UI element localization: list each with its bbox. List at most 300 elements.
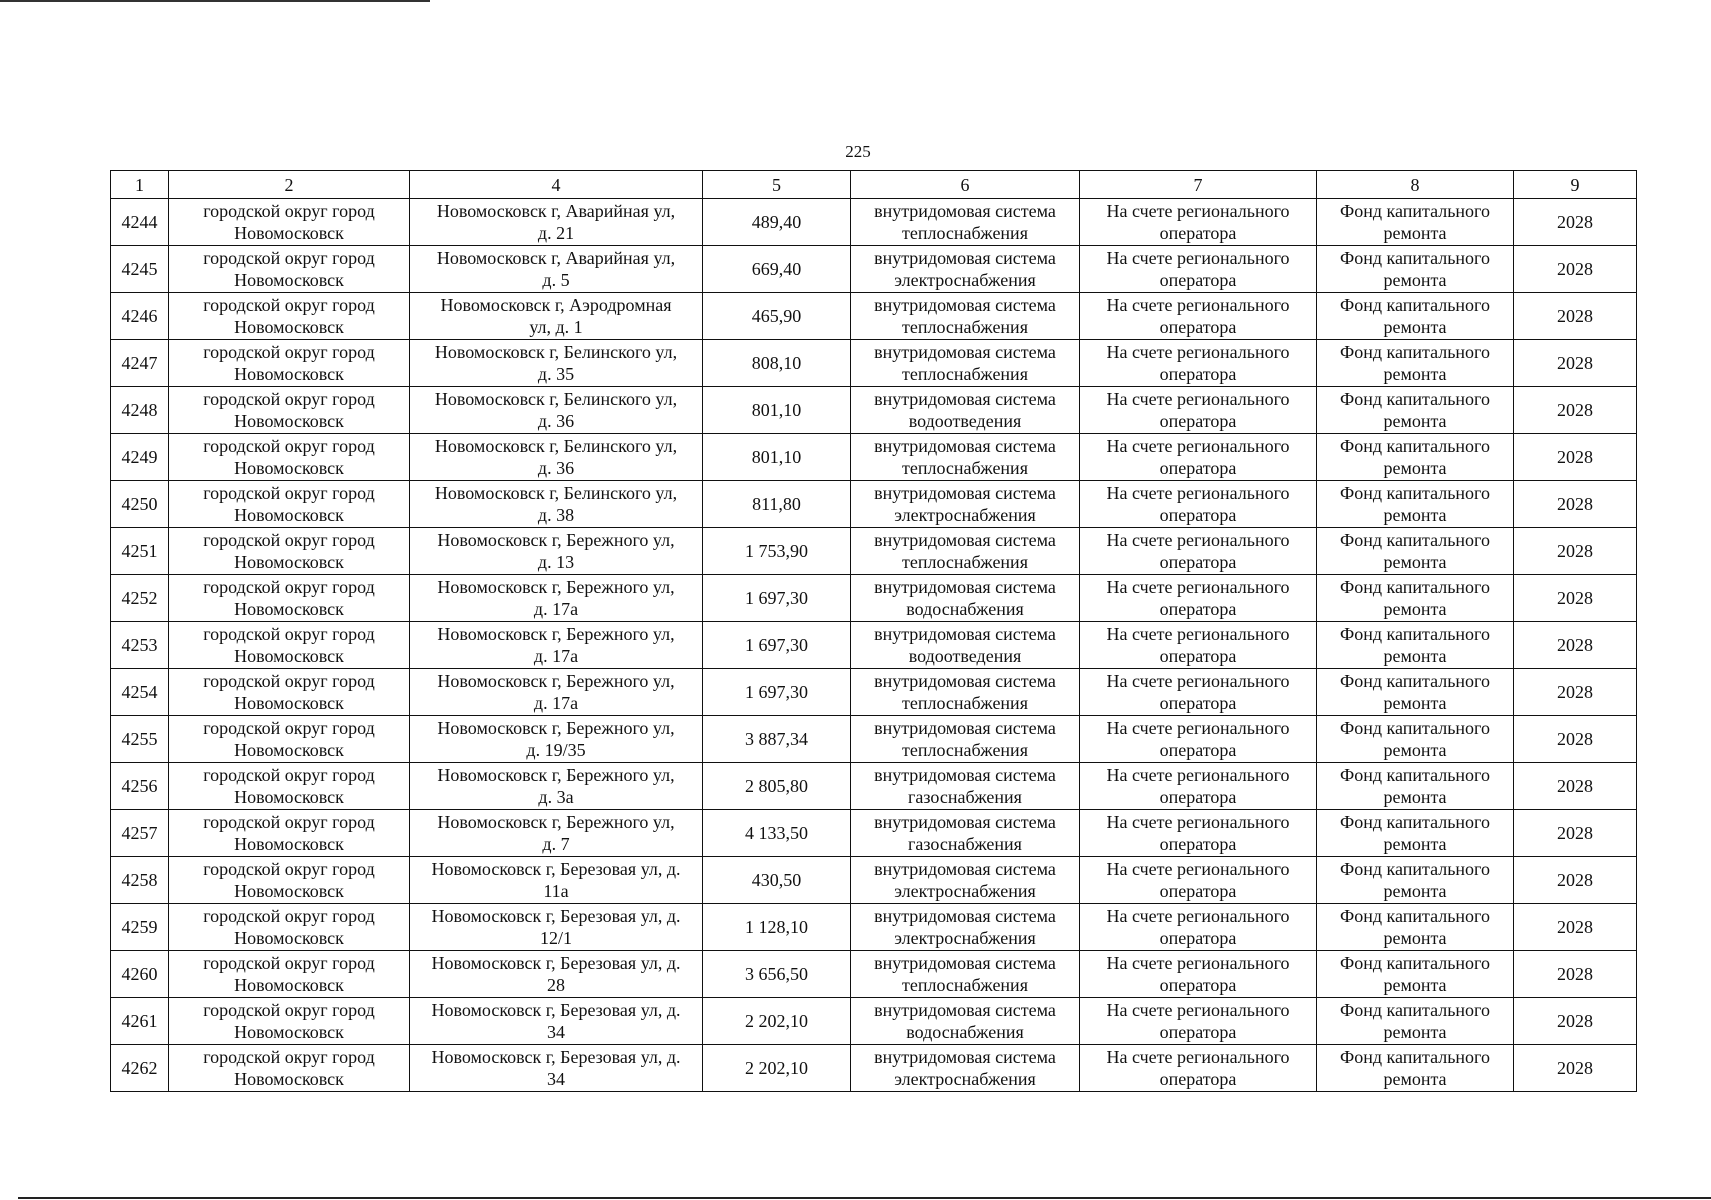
system-cell-line: теплоснабжения bbox=[902, 317, 1028, 337]
funding-source-cell bbox=[1317, 763, 1514, 810]
municipality-cell bbox=[169, 293, 410, 340]
system-cell-line: теплоснабжения bbox=[902, 693, 1028, 713]
account-cell bbox=[1080, 857, 1317, 904]
address-cell bbox=[410, 1045, 703, 1092]
account-cell-line: оператора bbox=[1159, 317, 1237, 337]
funding-source-cell bbox=[1317, 1045, 1514, 1092]
address-cell bbox=[410, 951, 703, 998]
system-cell-line: внутридомовая система bbox=[874, 624, 1056, 644]
account-cell-line: На счете регионального bbox=[1106, 201, 1290, 221]
year-cell: 2028 bbox=[1514, 575, 1637, 622]
account-cell-line: оператора bbox=[1159, 975, 1237, 995]
municipality-cell-line: городской округ город bbox=[203, 671, 375, 691]
address-cell-line: Новомосковск г, Белинского ул, bbox=[434, 483, 678, 503]
account-cell-line: оператора bbox=[1159, 881, 1237, 901]
account-cell-line: оператора bbox=[1159, 411, 1237, 431]
funding-source-cell-line: Фонд капитального bbox=[1340, 812, 1490, 832]
system-cell bbox=[851, 763, 1080, 810]
table-row bbox=[111, 669, 1637, 716]
cost-cell: 1 697,30 bbox=[703, 575, 851, 622]
cost-cell: 1 697,30 bbox=[703, 622, 851, 669]
account-cell-line: оператора bbox=[1159, 599, 1237, 619]
address-cell-line: Новомосковск г, Белинского ул, bbox=[434, 342, 678, 362]
system-cell-line: теплоснабжения bbox=[902, 975, 1028, 995]
system-cell-line: внутридомовая система bbox=[874, 953, 1056, 973]
account-cell bbox=[1080, 1045, 1317, 1092]
cost-cell: 2 202,10 bbox=[703, 998, 851, 1045]
address-cell-line: Новомосковск г, Бережного ул, bbox=[437, 530, 675, 550]
address-cell-line: Новомосковск г, Бережного ул, bbox=[437, 671, 675, 691]
funding-source-cell bbox=[1317, 199, 1514, 246]
address-cell-line: д. 17а bbox=[533, 599, 579, 619]
row-number-cell: 4250 bbox=[111, 481, 169, 528]
system-cell bbox=[851, 622, 1080, 669]
municipality-cell bbox=[169, 904, 410, 951]
municipality-cell-line: городской округ город bbox=[203, 295, 375, 315]
account-cell-line: оператора bbox=[1159, 740, 1237, 760]
repair-program-table bbox=[110, 170, 1637, 1092]
system-cell-line: внутридомовая система bbox=[874, 389, 1056, 409]
funding-source-cell bbox=[1317, 528, 1514, 575]
address-cell-line: Новомосковск г, Березовая ул, д. bbox=[431, 859, 681, 879]
address-cell-line: д. 35 bbox=[537, 364, 575, 384]
account-cell-line: На счете регионального bbox=[1106, 1000, 1290, 1020]
municipality-cell bbox=[169, 575, 410, 622]
year-cell: 2028 bbox=[1514, 763, 1637, 810]
table-row bbox=[111, 1045, 1637, 1092]
year-cell: 2028 bbox=[1514, 904, 1637, 951]
account-cell bbox=[1080, 622, 1317, 669]
municipality-cell bbox=[169, 669, 410, 716]
cost-cell: 801,10 bbox=[703, 434, 851, 481]
municipality-cell-line: Новомосковск bbox=[234, 223, 344, 243]
row-number-cell: 4256 bbox=[111, 763, 169, 810]
funding-source-cell-line: ремонта bbox=[1383, 1069, 1447, 1089]
municipality-cell-line: Новомосковск bbox=[234, 270, 344, 290]
municipality-cell-line: Новомосковск bbox=[234, 881, 344, 901]
funding-source-cell-line: Фонд капитального bbox=[1340, 624, 1490, 644]
system-cell-line: теплоснабжения bbox=[902, 458, 1028, 478]
funding-source-cell bbox=[1317, 951, 1514, 998]
year-cell: 2028 bbox=[1514, 951, 1637, 998]
column-header: 6 bbox=[851, 171, 1080, 199]
funding-source-cell bbox=[1317, 810, 1514, 857]
year-cell: 2028 bbox=[1514, 293, 1637, 340]
funding-source-cell-line: ремонта bbox=[1383, 881, 1447, 901]
address-cell bbox=[410, 998, 703, 1045]
address-cell bbox=[410, 387, 703, 434]
account-cell bbox=[1080, 340, 1317, 387]
account-cell bbox=[1080, 810, 1317, 857]
table-row bbox=[111, 575, 1637, 622]
address-cell bbox=[410, 293, 703, 340]
municipality-cell-line: городской округ город bbox=[203, 201, 375, 221]
column-header: 1 bbox=[111, 171, 169, 199]
row-number-cell: 4255 bbox=[111, 716, 169, 763]
address-cell-line: Новомосковск г, Березовая ул, д. bbox=[431, 906, 681, 926]
funding-source-cell-line: Фонд капитального bbox=[1340, 1000, 1490, 1020]
table-row bbox=[111, 716, 1637, 763]
funding-source-cell bbox=[1317, 246, 1514, 293]
system-cell bbox=[851, 199, 1080, 246]
account-cell-line: На счете регионального bbox=[1106, 530, 1290, 550]
account-cell-line: На счете регионального bbox=[1106, 812, 1290, 832]
address-cell-line: Новомосковск г, Бережного ул, bbox=[437, 765, 675, 785]
address-cell bbox=[410, 199, 703, 246]
address-cell-line: 34 bbox=[547, 1069, 565, 1089]
municipality-cell bbox=[169, 246, 410, 293]
account-cell bbox=[1080, 904, 1317, 951]
address-cell-line: Новомосковск г, Березовая ул, д. bbox=[431, 953, 681, 973]
address-cell-line: д. 17а bbox=[533, 693, 579, 713]
table-row bbox=[111, 246, 1637, 293]
system-cell-line: внутридомовая система bbox=[874, 1000, 1056, 1020]
funding-source-cell bbox=[1317, 857, 1514, 904]
row-number-cell: 4251 bbox=[111, 528, 169, 575]
address-cell bbox=[410, 481, 703, 528]
table-row bbox=[111, 387, 1637, 434]
system-cell bbox=[851, 998, 1080, 1045]
system-cell bbox=[851, 340, 1080, 387]
account-cell-line: оператора bbox=[1159, 552, 1237, 572]
account-cell-line: На счете регионального bbox=[1106, 765, 1290, 785]
account-cell-line: оператора bbox=[1159, 505, 1237, 525]
account-cell-line: оператора bbox=[1159, 1069, 1237, 1089]
funding-source-cell-line: Фонд капитального bbox=[1340, 953, 1490, 973]
address-cell bbox=[410, 810, 703, 857]
year-cell: 2028 bbox=[1514, 1045, 1637, 1092]
system-cell-line: газоснабжения bbox=[908, 787, 1022, 807]
municipality-cell bbox=[169, 528, 410, 575]
column-header: 9 bbox=[1514, 171, 1637, 199]
year-cell: 2028 bbox=[1514, 199, 1637, 246]
system-cell-line: внутридомовая система bbox=[874, 671, 1056, 691]
system-cell-line: газоснабжения bbox=[908, 834, 1022, 854]
funding-source-cell-line: Фонд капитального bbox=[1340, 248, 1490, 268]
cost-cell: 1 697,30 bbox=[703, 669, 851, 716]
table-row bbox=[111, 481, 1637, 528]
municipality-cell-line: Новомосковск bbox=[234, 646, 344, 666]
municipality-cell bbox=[169, 434, 410, 481]
system-cell-line: электроснабжения bbox=[894, 928, 1036, 948]
address-cell-line: 28 bbox=[547, 975, 565, 995]
funding-source-cell bbox=[1317, 575, 1514, 622]
system-cell-line: внутридомовая система bbox=[874, 436, 1056, 456]
municipality-cell bbox=[169, 998, 410, 1045]
municipality-cell bbox=[169, 810, 410, 857]
municipality-cell-line: Новомосковск bbox=[234, 599, 344, 619]
column-number-row bbox=[111, 171, 1637, 199]
funding-source-cell-line: ремонта bbox=[1383, 1022, 1447, 1042]
account-cell bbox=[1080, 998, 1317, 1045]
municipality-cell-line: Новомосковск bbox=[234, 364, 344, 384]
account-cell bbox=[1080, 763, 1317, 810]
table-row bbox=[111, 810, 1637, 857]
system-cell-line: внутридомовая система bbox=[874, 530, 1056, 550]
municipality-cell-line: Новомосковск bbox=[234, 787, 344, 807]
system-cell bbox=[851, 1045, 1080, 1092]
funding-source-cell-line: ремонта bbox=[1383, 411, 1447, 431]
row-number-cell: 4259 bbox=[111, 904, 169, 951]
system-cell-line: внутридомовая система bbox=[874, 765, 1056, 785]
account-cell-line: На счете регионального bbox=[1106, 1047, 1290, 1067]
table-row bbox=[111, 904, 1637, 951]
funding-source-cell bbox=[1317, 998, 1514, 1045]
system-cell bbox=[851, 810, 1080, 857]
funding-source-cell bbox=[1317, 434, 1514, 481]
municipality-cell-line: городской округ город bbox=[203, 906, 375, 926]
account-cell bbox=[1080, 716, 1317, 763]
account-cell bbox=[1080, 951, 1317, 998]
account-cell-line: На счете регионального bbox=[1106, 483, 1290, 503]
funding-source-cell-line: ремонта bbox=[1383, 787, 1447, 807]
address-cell-line: ул, д. 1 bbox=[529, 317, 583, 337]
cost-cell: 465,90 bbox=[703, 293, 851, 340]
municipality-cell-line: городской округ город bbox=[203, 389, 375, 409]
municipality-cell bbox=[169, 1045, 410, 1092]
funding-source-cell bbox=[1317, 716, 1514, 763]
address-cell bbox=[410, 669, 703, 716]
row-number-cell: 4246 bbox=[111, 293, 169, 340]
account-cell-line: На счете регионального bbox=[1106, 436, 1290, 456]
address-cell-line: Новомосковск г, Бережного ул, bbox=[437, 812, 675, 832]
funding-source-cell-line: Фонд капитального bbox=[1340, 765, 1490, 785]
funding-source-cell-line: ремонта bbox=[1383, 505, 1447, 525]
address-cell bbox=[410, 904, 703, 951]
cost-cell: 430,50 bbox=[703, 857, 851, 904]
row-number-cell: 4252 bbox=[111, 575, 169, 622]
table-body bbox=[111, 171, 1637, 1092]
address-cell-line: 12/1 bbox=[539, 928, 572, 948]
account-cell bbox=[1080, 387, 1317, 434]
account-cell bbox=[1080, 246, 1317, 293]
funding-source-cell bbox=[1317, 904, 1514, 951]
account-cell-line: На счете регионального bbox=[1106, 248, 1290, 268]
funding-source-cell-line: ремонта bbox=[1383, 458, 1447, 478]
municipality-cell-line: городской округ город bbox=[203, 342, 375, 362]
system-cell-line: внутридомовая система bbox=[874, 812, 1056, 832]
municipality-cell-line: Новомосковск bbox=[234, 1069, 344, 1089]
system-cell-line: электроснабжения bbox=[894, 270, 1036, 290]
municipality-cell bbox=[169, 340, 410, 387]
funding-source-cell-line: Фонд капитального bbox=[1340, 718, 1490, 738]
account-cell-line: оператора bbox=[1159, 1022, 1237, 1042]
system-cell bbox=[851, 387, 1080, 434]
funding-source-cell-line: ремонта bbox=[1383, 317, 1447, 337]
municipality-cell-line: Новомосковск bbox=[234, 1022, 344, 1042]
account-cell-line: оператора bbox=[1159, 223, 1237, 243]
system-cell bbox=[851, 904, 1080, 951]
system-cell-line: внутридомовая система bbox=[874, 1047, 1056, 1067]
system-cell-line: внутридомовая система bbox=[874, 906, 1056, 926]
funding-source-cell-line: ремонта bbox=[1383, 223, 1447, 243]
funding-source-cell-line: Фонд капитального bbox=[1340, 295, 1490, 315]
account-cell-line: На счете регионального bbox=[1106, 295, 1290, 315]
system-cell-line: теплоснабжения bbox=[902, 552, 1028, 572]
cost-cell: 3 887,34 bbox=[703, 716, 851, 763]
municipality-cell-line: городской округ город bbox=[203, 1000, 375, 1020]
system-cell bbox=[851, 575, 1080, 622]
municipality-cell-line: городской округ город bbox=[203, 577, 375, 597]
year-cell: 2028 bbox=[1514, 481, 1637, 528]
system-cell-line: водоотведения bbox=[908, 411, 1022, 431]
account-cell-line: На счете регионального bbox=[1106, 953, 1290, 973]
account-cell-line: оператора bbox=[1159, 364, 1237, 384]
account-cell-line: На счете регионального bbox=[1106, 577, 1290, 597]
address-cell-line: Новомосковск г, Аварийная ул, bbox=[436, 248, 676, 268]
address-cell-line: Новомосковск г, Березовая ул, д. bbox=[431, 1047, 681, 1067]
account-cell-line: На счете регионального bbox=[1106, 342, 1290, 362]
year-cell: 2028 bbox=[1514, 387, 1637, 434]
system-cell-line: теплоснабжения bbox=[902, 364, 1028, 384]
cost-cell: 4 133,50 bbox=[703, 810, 851, 857]
account-cell-line: На счете регионального bbox=[1106, 671, 1290, 691]
funding-source-cell bbox=[1317, 669, 1514, 716]
funding-source-cell bbox=[1317, 622, 1514, 669]
table-row bbox=[111, 293, 1637, 340]
cost-cell: 1 128,10 bbox=[703, 904, 851, 951]
municipality-cell-line: Новомосковск bbox=[234, 928, 344, 948]
municipality-cell bbox=[169, 763, 410, 810]
row-number-cell: 4244 bbox=[111, 199, 169, 246]
system-cell bbox=[851, 481, 1080, 528]
address-cell-line: д. 36 bbox=[537, 411, 575, 431]
municipality-cell-line: городской округ город bbox=[203, 765, 375, 785]
account-cell-line: оператора bbox=[1159, 834, 1237, 854]
account-cell-line: оператора bbox=[1159, 646, 1237, 666]
system-cell-line: электроснабжения bbox=[894, 1069, 1036, 1089]
table-row bbox=[111, 998, 1637, 1045]
address-cell bbox=[410, 434, 703, 481]
funding-source-cell-line: ремонта bbox=[1383, 364, 1447, 384]
table-row bbox=[111, 622, 1637, 669]
municipality-cell-line: городской округ город bbox=[203, 953, 375, 973]
row-number-cell: 4257 bbox=[111, 810, 169, 857]
table-row bbox=[111, 857, 1637, 904]
system-cell bbox=[851, 716, 1080, 763]
column-header: 2 bbox=[169, 171, 410, 199]
municipality-cell-line: Новомосковск bbox=[234, 740, 344, 760]
funding-source-cell-line: Фонд капитального bbox=[1340, 530, 1490, 550]
system-cell-line: водоотведения bbox=[908, 646, 1022, 666]
address-cell bbox=[410, 716, 703, 763]
municipality-cell-line: городской округ город bbox=[203, 436, 375, 456]
account-cell-line: На счете регионального bbox=[1106, 906, 1290, 926]
year-cell: 2028 bbox=[1514, 246, 1637, 293]
municipality-cell bbox=[169, 716, 410, 763]
row-number-cell: 4249 bbox=[111, 434, 169, 481]
address-cell-line: Новомосковск г, Бережного ул, bbox=[437, 718, 675, 738]
address-cell-line: Новомосковск г, Белинского ул, bbox=[434, 436, 678, 456]
address-cell-line: Новомосковск г, Бережного ул, bbox=[437, 624, 675, 644]
year-cell: 2028 bbox=[1514, 340, 1637, 387]
table-row bbox=[111, 340, 1637, 387]
address-cell-line: Новомосковск г, Белинского ул, bbox=[434, 389, 678, 409]
cost-cell: 808,10 bbox=[703, 340, 851, 387]
account-cell-line: оператора bbox=[1159, 458, 1237, 478]
cost-cell: 801,10 bbox=[703, 387, 851, 434]
address-cell-line: 34 bbox=[547, 1022, 565, 1042]
row-number-cell: 4254 bbox=[111, 669, 169, 716]
funding-source-cell-line: Фонд капитального bbox=[1340, 436, 1490, 456]
account-cell-line: На счете регионального bbox=[1106, 718, 1290, 738]
funding-source-cell-line: Фонд капитального bbox=[1340, 859, 1490, 879]
funding-source-cell-line: Фонд капитального bbox=[1340, 483, 1490, 503]
system-cell-line: внутридомовая система bbox=[874, 295, 1056, 315]
municipality-cell bbox=[169, 951, 410, 998]
account-cell-line: оператора bbox=[1159, 787, 1237, 807]
funding-source-cell bbox=[1317, 481, 1514, 528]
funding-source-cell-line: ремонта bbox=[1383, 270, 1447, 290]
system-cell-line: внутридомовая система bbox=[874, 248, 1056, 268]
cost-cell: 2 805,80 bbox=[703, 763, 851, 810]
system-cell bbox=[851, 293, 1080, 340]
funding-source-cell-line: ремонта bbox=[1383, 599, 1447, 619]
municipality-cell-line: Новомосковск bbox=[234, 693, 344, 713]
municipality-cell-line: городской округ город bbox=[203, 812, 375, 832]
address-cell-line: д. 5 bbox=[542, 270, 570, 290]
municipality-cell-line: городской округ город bbox=[203, 248, 375, 268]
year-cell: 2028 bbox=[1514, 810, 1637, 857]
municipality-cell bbox=[169, 199, 410, 246]
row-number-cell: 4253 bbox=[111, 622, 169, 669]
municipality-cell bbox=[169, 857, 410, 904]
address-cell-line: Новомосковск г, Аварийная ул, bbox=[436, 201, 676, 221]
system-cell bbox=[851, 246, 1080, 293]
municipality-cell-line: городской округ город bbox=[203, 1047, 375, 1067]
page-number: 225 bbox=[845, 142, 871, 161]
funding-source-cell-line: Фонд капитального bbox=[1340, 342, 1490, 362]
column-header: 5 bbox=[703, 171, 851, 199]
funding-source-cell-line: ремонта bbox=[1383, 646, 1447, 666]
system-cell-line: внутридомовая система bbox=[874, 577, 1056, 597]
cost-cell: 811,80 bbox=[703, 481, 851, 528]
row-number-cell: 4260 bbox=[111, 951, 169, 998]
table-row bbox=[111, 434, 1637, 481]
funding-source-cell-line: Фонд капитального bbox=[1340, 201, 1490, 221]
table-row bbox=[111, 763, 1637, 810]
system-cell-line: электроснабжения bbox=[894, 505, 1036, 525]
account-cell bbox=[1080, 481, 1317, 528]
system-cell-line: внутридомовая система bbox=[874, 718, 1056, 738]
address-cell-line: д. 21 bbox=[537, 223, 575, 243]
funding-source-cell-line: Фонд капитального bbox=[1340, 389, 1490, 409]
municipality-cell-line: Новомосковск bbox=[234, 411, 344, 431]
address-cell-line: д. 38 bbox=[537, 505, 575, 525]
year-cell: 2028 bbox=[1514, 622, 1637, 669]
cost-cell: 669,40 bbox=[703, 246, 851, 293]
system-cell-line: теплоснабжения bbox=[902, 223, 1028, 243]
funding-source-cell-line: Фонд капитального bbox=[1340, 577, 1490, 597]
year-cell: 2028 bbox=[1514, 528, 1637, 575]
table-row bbox=[111, 199, 1637, 246]
system-cell-line: внутридомовая система bbox=[874, 483, 1056, 503]
address-cell bbox=[410, 763, 703, 810]
municipality-cell-line: Новомосковск bbox=[234, 975, 344, 995]
address-cell-line: Новомосковск г, Бережного ул, bbox=[437, 577, 675, 597]
cost-cell: 3 656,50 bbox=[703, 951, 851, 998]
row-number-cell: 4261 bbox=[111, 998, 169, 1045]
account-cell-line: На счете регионального bbox=[1106, 624, 1290, 644]
municipality-cell-line: городской округ город bbox=[203, 530, 375, 550]
municipality-cell-line: Новомосковск bbox=[234, 505, 344, 525]
funding-source-cell-line: Фонд капитального bbox=[1340, 671, 1490, 691]
address-cell-line: д. 7 bbox=[542, 834, 570, 854]
cost-cell: 1 753,90 bbox=[703, 528, 851, 575]
address-cell-line: Новомосковск г, Березовая ул, д. bbox=[431, 1000, 681, 1020]
system-cell bbox=[851, 857, 1080, 904]
table-row bbox=[111, 951, 1637, 998]
